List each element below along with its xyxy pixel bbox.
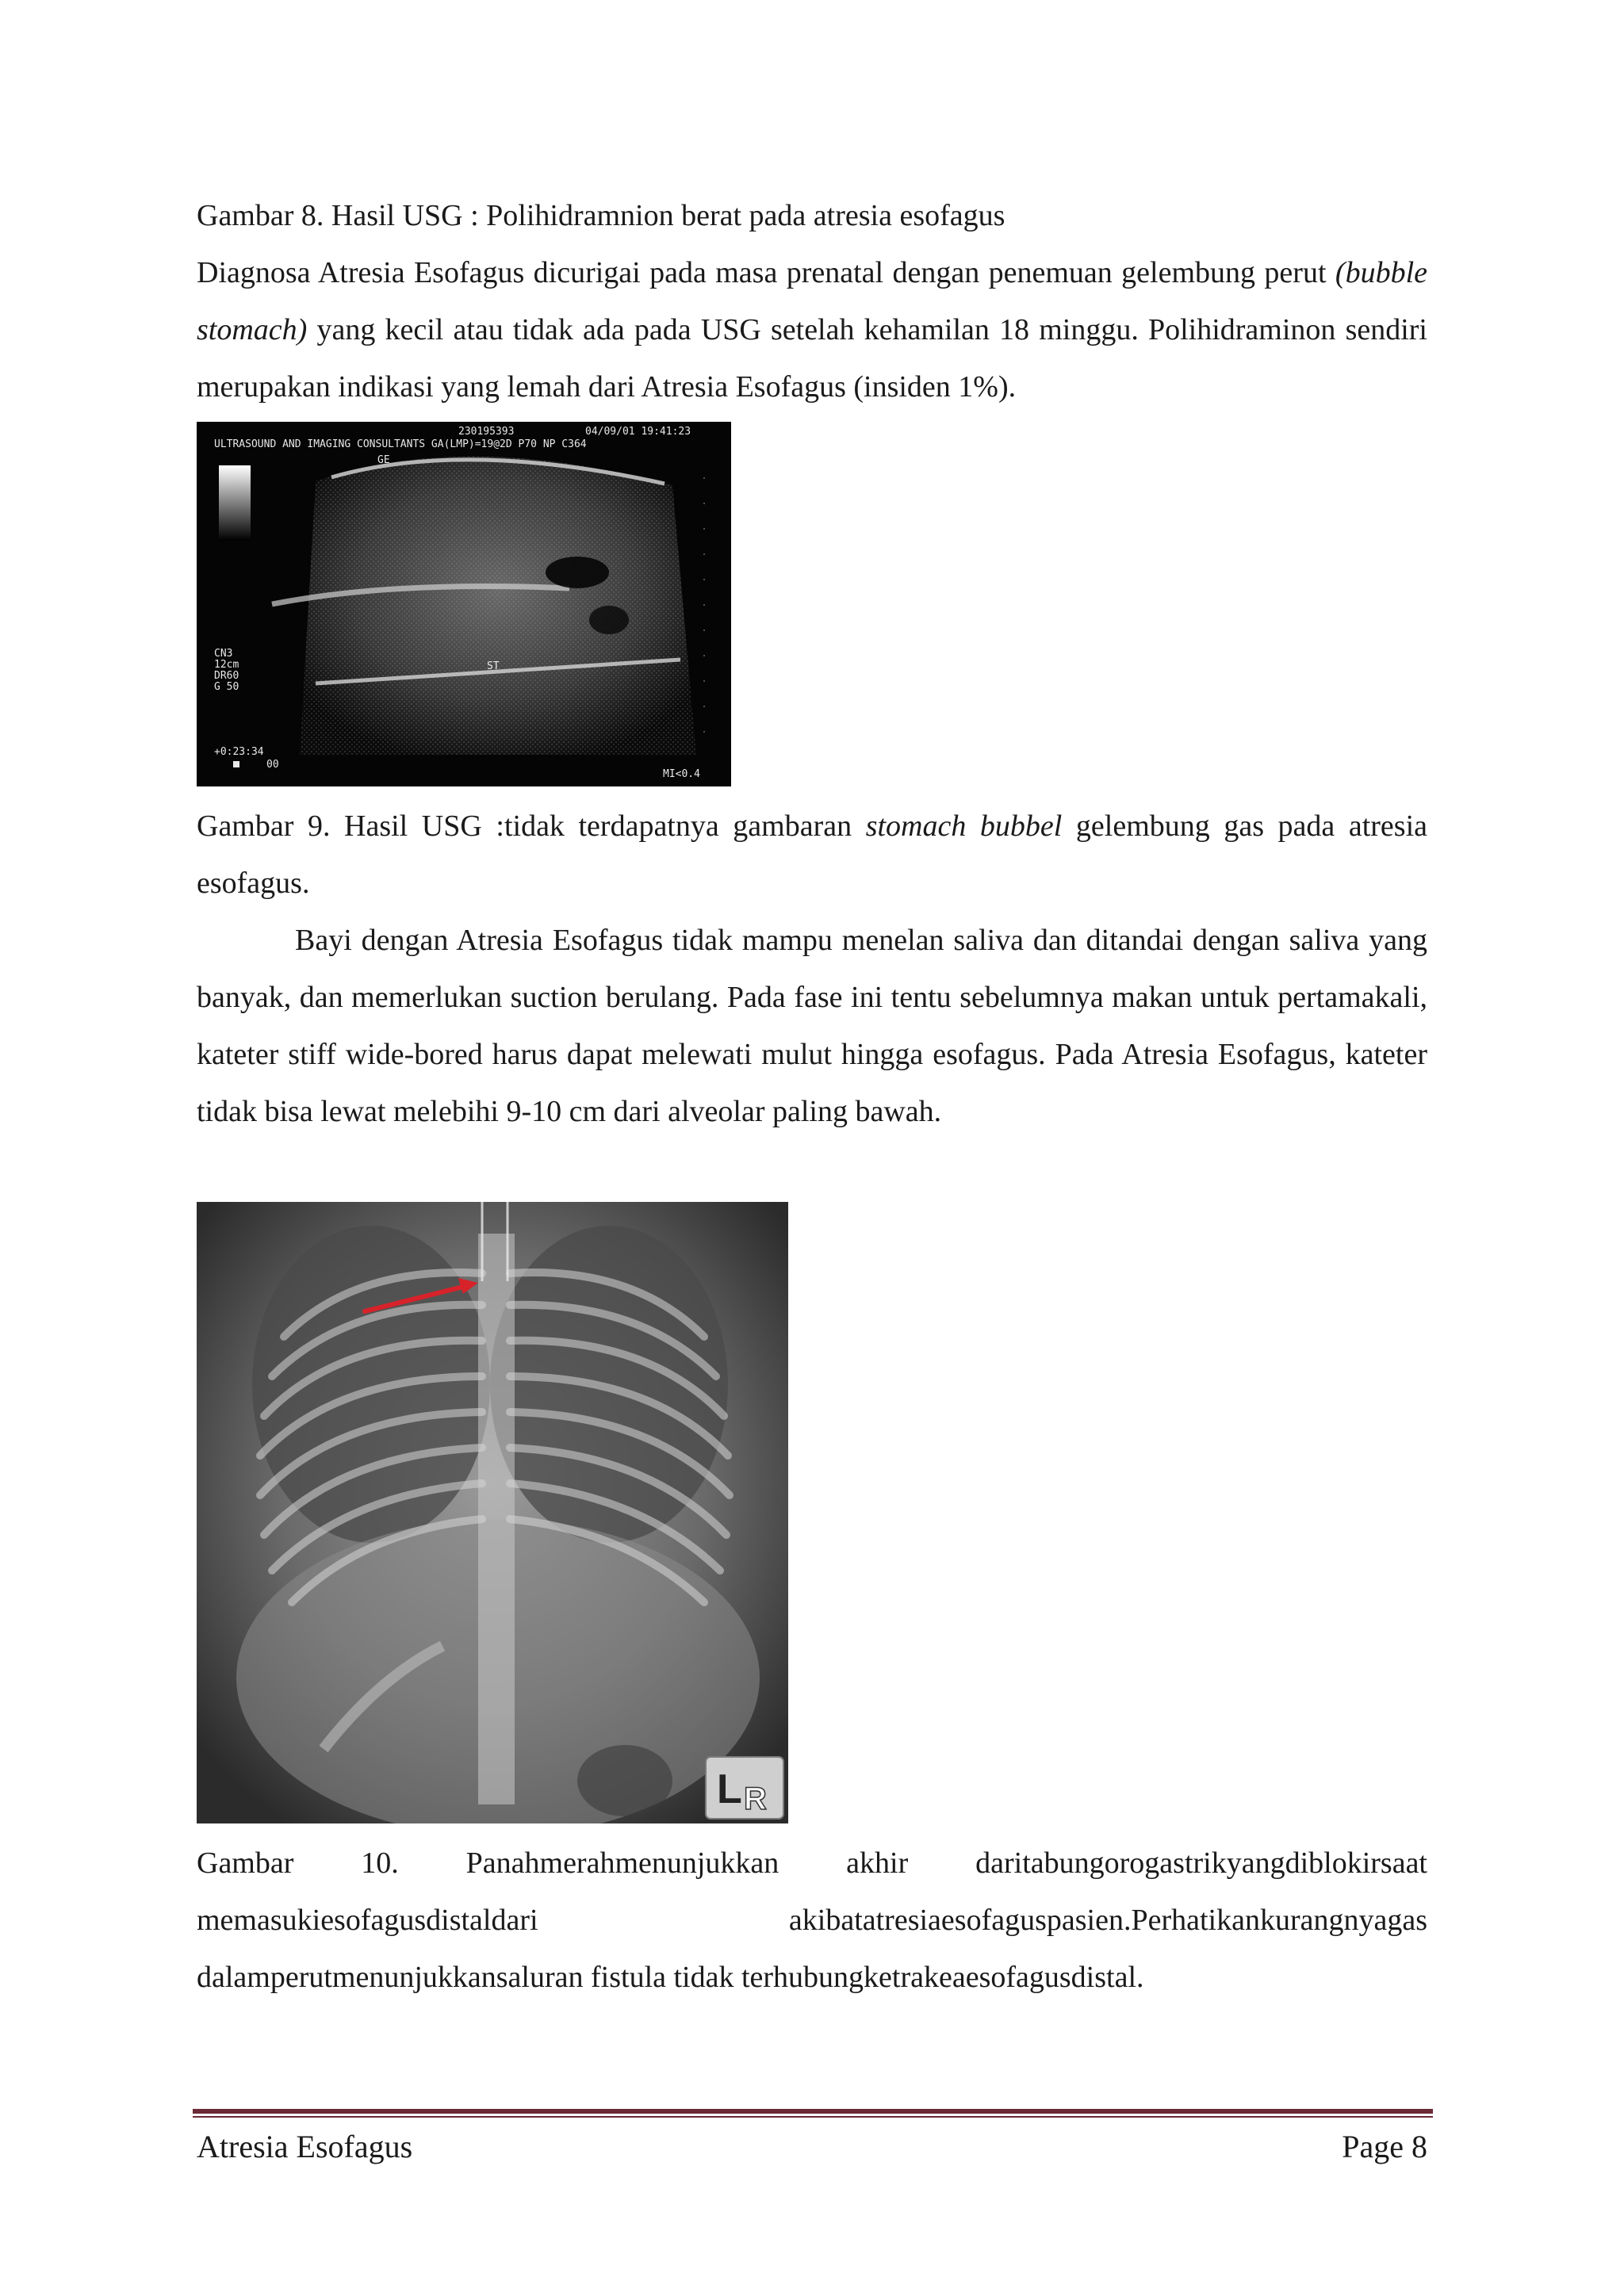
ultrasound-param-2: 12cm (214, 659, 239, 671)
paragraph-text: yang kecil atau tidak ada pada USG setelah kehamilan 18 minggu. Polihidraminon sendiri merupakan indikasi yang lemah dari Atresia Esofagus (insiden 1%). (197, 313, 1427, 404)
footer-page-number: Page 8 (1342, 2129, 1427, 2164)
marker-l-label: L (717, 1766, 742, 1812)
ultrasound-st-label: ST (487, 660, 500, 672)
ultrasound-id-label: 230195393 (458, 426, 515, 438)
ultrasound-mi-label: MI<0.4 (663, 768, 700, 780)
figure-8-caption: Gambar 8. Hasil USG : Polihidramnion berat pada atresia esofagus (197, 199, 1005, 232)
chest-xray-graphic (197, 1202, 788, 1823)
caption-text: gelembung gas pada atresia esofagus. (197, 809, 1428, 900)
ultrasound-time-label: +0:23:34 (214, 746, 264, 758)
paragraph-prenatal-diagnosis (197, 244, 1427, 415)
lr-marker (706, 1757, 783, 1819)
caption-text: Gambar 9. Hasil USG :tidak terdapatnya gambaran (197, 809, 866, 843)
ultrasound-image (197, 422, 731, 786)
ultrasound-scan-graphic (197, 422, 731, 786)
paragraph-saliva-catheter: Bayi dengan Atresia Esofagus tidak mampu menelan saliva dan ditandai dengan saliva yang banyak, dan memerlukan suction berulang. Pada fase ini tentu sebelumnya makan untuk pertamakali, kateter stiff wide-bored harus dapat melewati mulut hingga esofagus. Pada Atresia Esofagus, kateter tidak bisa lewat melebihi 9-10 cm dari alveolar paling bawah. (197, 924, 1427, 1128)
ultrasound-ge-label: GE (377, 454, 390, 466)
page-footer (197, 2122, 1427, 2172)
figure-10-caption: Gambar 10. Panahmerahmenunjukkan akhir daritabungorogastrikyangdiblokirsaat memasukiesofagusdistaldari akibatatresiaesofaguspasien.Perhatikankurangnyagas dalamperutmenunjukkansaluran fistula tidak terhubungketrakeaesofagusdistal. (197, 1846, 1427, 1994)
ultrasound-param-1: CN3 (214, 648, 233, 660)
footer-rule-thin (193, 2116, 1433, 2118)
ultrasound-param-3: DR60 (214, 670, 239, 682)
paragraph-emphasis: (bubble stomach) (197, 256, 1427, 346)
marker-r-label: R (744, 1781, 767, 1816)
footer-title: Atresia Esofagus (197, 2129, 413, 2164)
ultrasound-header-label: ULTRASOUND AND IMAGING CONSULTANTS GA(LMP)=19@2D P70 NP C364 (214, 438, 587, 450)
caption-emphasis: stomach bubbel (865, 809, 1063, 843)
figure-9-caption (197, 798, 1427, 912)
ultrasound-datetime-label: 04/09/01 19:41:23 (585, 426, 691, 438)
ultrasound-counter-label: 00 (266, 759, 279, 771)
paragraph-text: Diagnosa Atresia Esofagus dicurigai pada masa prenatal dengan penemuan gelembung perut (197, 256, 1335, 289)
ultrasound-param-4: G 50 (214, 681, 239, 693)
xray-image (197, 1202, 788, 1823)
footer-rule (193, 2109, 1433, 2114)
